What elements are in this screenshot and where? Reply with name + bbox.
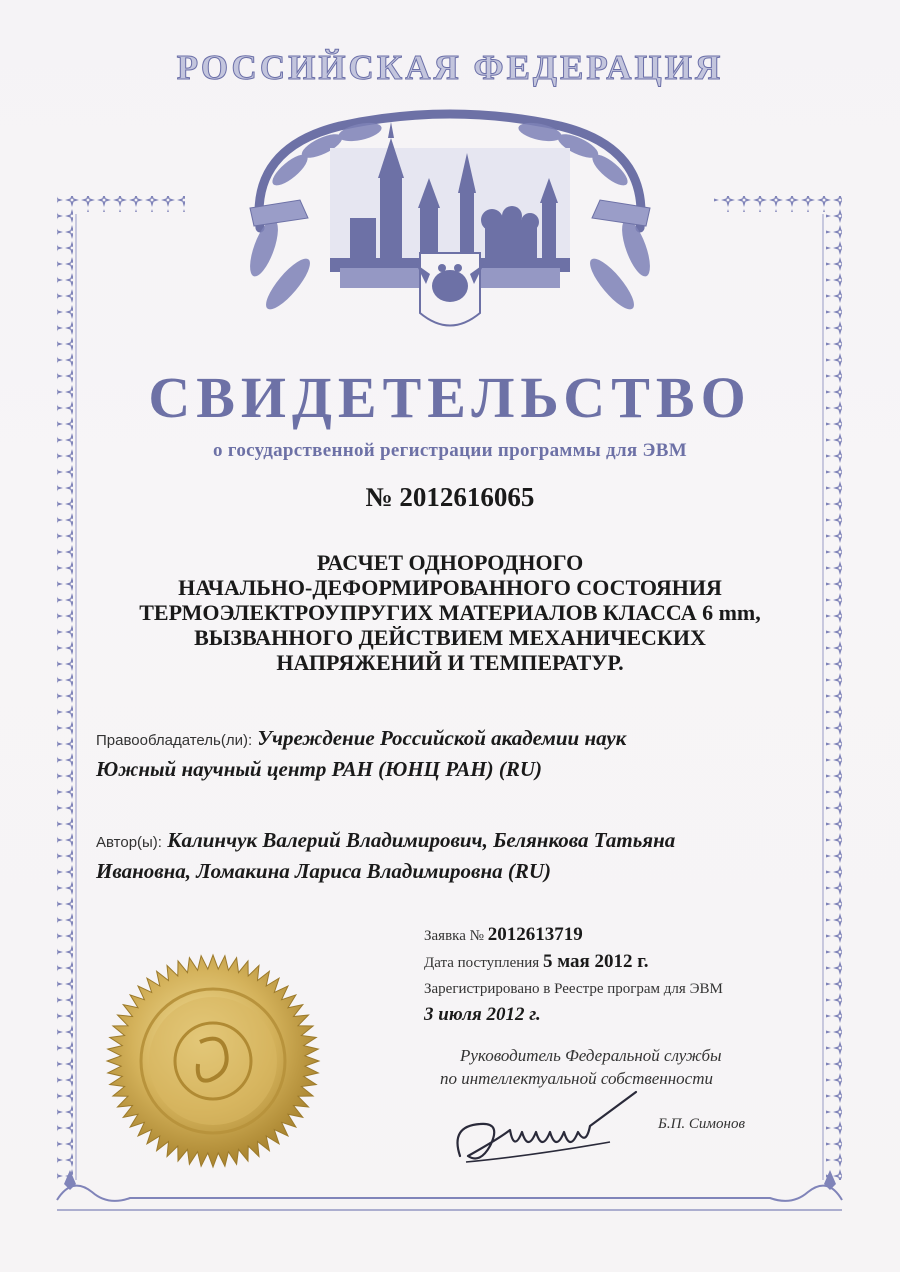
registered-line bbox=[424, 976, 844, 1002]
received-line bbox=[424, 949, 844, 976]
official-position bbox=[440, 1044, 800, 1090]
registered-label: Зарегистрировано в Реестре програм для ЭВМ bbox=[424, 981, 723, 997]
authors bbox=[96, 826, 816, 886]
kremlin-wreath-emblem bbox=[230, 108, 670, 358]
application-number: 2012613719 bbox=[487, 924, 583, 945]
received-date: 5 мая 2012 г. bbox=[542, 951, 649, 972]
authors-label: Автор(ы): bbox=[96, 834, 162, 851]
registered-date-line bbox=[424, 1002, 844, 1029]
header-country-title: РОССИЙСКАЯ ФЕДЕРАЦИЯ bbox=[176, 48, 724, 87]
certificate-number: № 2012616065 bbox=[365, 482, 535, 512]
received-label: Дата поступления bbox=[424, 955, 540, 971]
authors-value: Калинчук Валерий Владимирович, Белянкова Татьяна bbox=[167, 828, 676, 852]
certificate-title: СВИДЕТЕЛЬСТВО bbox=[148, 365, 752, 430]
rights-holder-value: Учреждение Российской академии наук bbox=[257, 726, 627, 750]
gold-seal-icon bbox=[104, 952, 322, 1170]
authors-value: Ивановна, Ломакина Лариса Владимировна (RU) bbox=[96, 859, 552, 883]
registration-details bbox=[424, 922, 844, 1029]
application-label: Заявка № bbox=[424, 928, 484, 944]
registered-date: 3 июля 2012 г. bbox=[424, 1004, 541, 1025]
certificate-subtitle: о государственной регистрации программы для ЭВМ bbox=[213, 440, 687, 461]
official-position-line: по интеллектуальной собственности bbox=[440, 1069, 713, 1088]
program-title-line: ВЫЗВАННОГО ДЕЙСТВИЕМ МЕХАНИЧЕСКИХ bbox=[194, 625, 706, 650]
program-title bbox=[120, 550, 780, 675]
application-line bbox=[424, 922, 844, 949]
program-title-line: НАПРЯЖЕНИЙ И ТЕМПЕРАТУР. bbox=[276, 650, 624, 675]
signatory-name: Б.П. Симонов bbox=[658, 1116, 745, 1132]
rights-holder-label: Правообладатель(ли): bbox=[96, 732, 253, 749]
program-title-line: ТЕРМОЭЛЕКТРОУПРУГИХ МАТЕРИАЛОВ КЛАССА 6 mm, bbox=[139, 600, 761, 625]
program-title-line: НАЧАЛЬНО-ДЕФОРМИРОВАННОГО СОСТОЯНИЯ bbox=[178, 575, 722, 600]
program-title-line: РАСЧЕТ ОДНОРОДНОГО bbox=[316, 550, 584, 575]
official-position-line: Руководитель Федеральной службы bbox=[460, 1046, 722, 1065]
rights-holder-value: Южный научный центр РАН (ЮНЦ РАН) (RU) bbox=[96, 757, 542, 781]
signature bbox=[440, 1086, 650, 1176]
rights-holder bbox=[96, 724, 816, 784]
